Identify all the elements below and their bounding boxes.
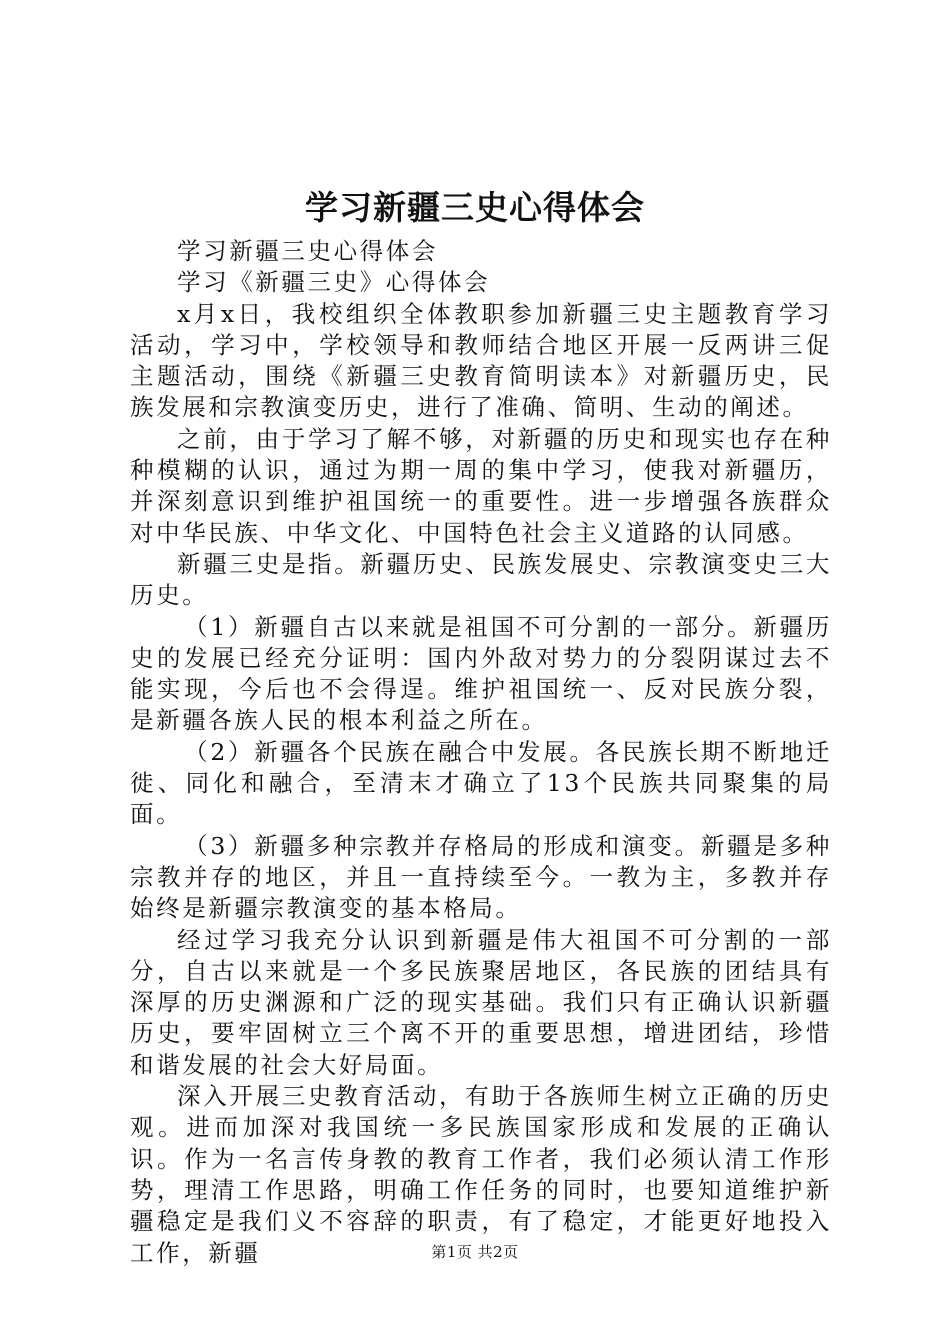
- paragraph: 深入开展三史教育活动，有助于各族师生树立正确的历史观。进而加深对我国统一多民族国家形成和发展的正确认识。作为一名言传身教的教育工作者，我们必须认清工作形势，理清工作思路，明确工作任务的同时，也要知道维护新疆稳定是我们义不容辞的职责，有了稳定，才能更好地投入工作，新疆: [130, 1082, 832, 1267]
- numbered-paragraph: （2）新疆各个民族在融合中发展。各民族长期不断地迁徙、同化和融合，至清末才确立了13个民族共同聚集的局面。: [130, 737, 832, 829]
- sub-heading: 学习新疆三史心得体会: [177, 237, 438, 265]
- page-footer: 第1页 共2页: [431, 1243, 519, 1261]
- paragraph: 新疆三史是指。新疆历史、民族发展史、宗教演变史三大历史。: [130, 549, 832, 610]
- paragraph: 经过学习我充分认识到新疆是伟大祖国不可分割的一部分，自古以来就是一个多民族聚居地区，各民族的团结具有深厚的历史渊源和广泛的现实基础。我们只有正确认识新疆历史，要牢固树立三个离不开的重要思想，增进团结，珍惜和谐发展的社会大好局面。: [130, 925, 832, 1079]
- paragraph: 之前，由于学习了解不够，对新疆的历史和现实也存在种种模糊的认识，通过为期一周的集中学习，使我对新疆历，并深刻意识到维护祖国统一的重要性。进一步增强各族群众对中华民族、中华文化、中国特色社会主义道路的认同感。: [130, 424, 832, 547]
- numbered-paragraph: （3）新疆多种宗教并存格局的形成和演变。新疆是多种宗教并存的地区，并且一直持续至今。一教为主，多教并存始终是新疆宗教演变的基本格局。: [130, 831, 832, 923]
- sub-heading: 学习《新疆三史》心得体会: [177, 268, 491, 297]
- paragraph: x月x日，我校组织全体教职参加新疆三史主题教育学习活动，学习中，学校领导和教师结合地区开展一反两讲三促主题活动，围绕《新疆三史教育简明读本》对新疆历史，民族发展和宗教演变历史，进行了准确、简明、生动的阐述。: [130, 299, 832, 422]
- document-body: [130, 236, 832, 1269]
- numbered-paragraph: （1）新疆自古以来就是祖国不可分割的一部分。新疆历史的发展已经充分证明：国内外敌对势力的分裂阴谋过去不能实现，今后也不会得逞。维护祖国统一、反对民族分裂，是新疆各族人民的根本利益之所在。: [130, 612, 832, 735]
- page-title: 学习新疆三史心得体会: [305, 188, 645, 227]
